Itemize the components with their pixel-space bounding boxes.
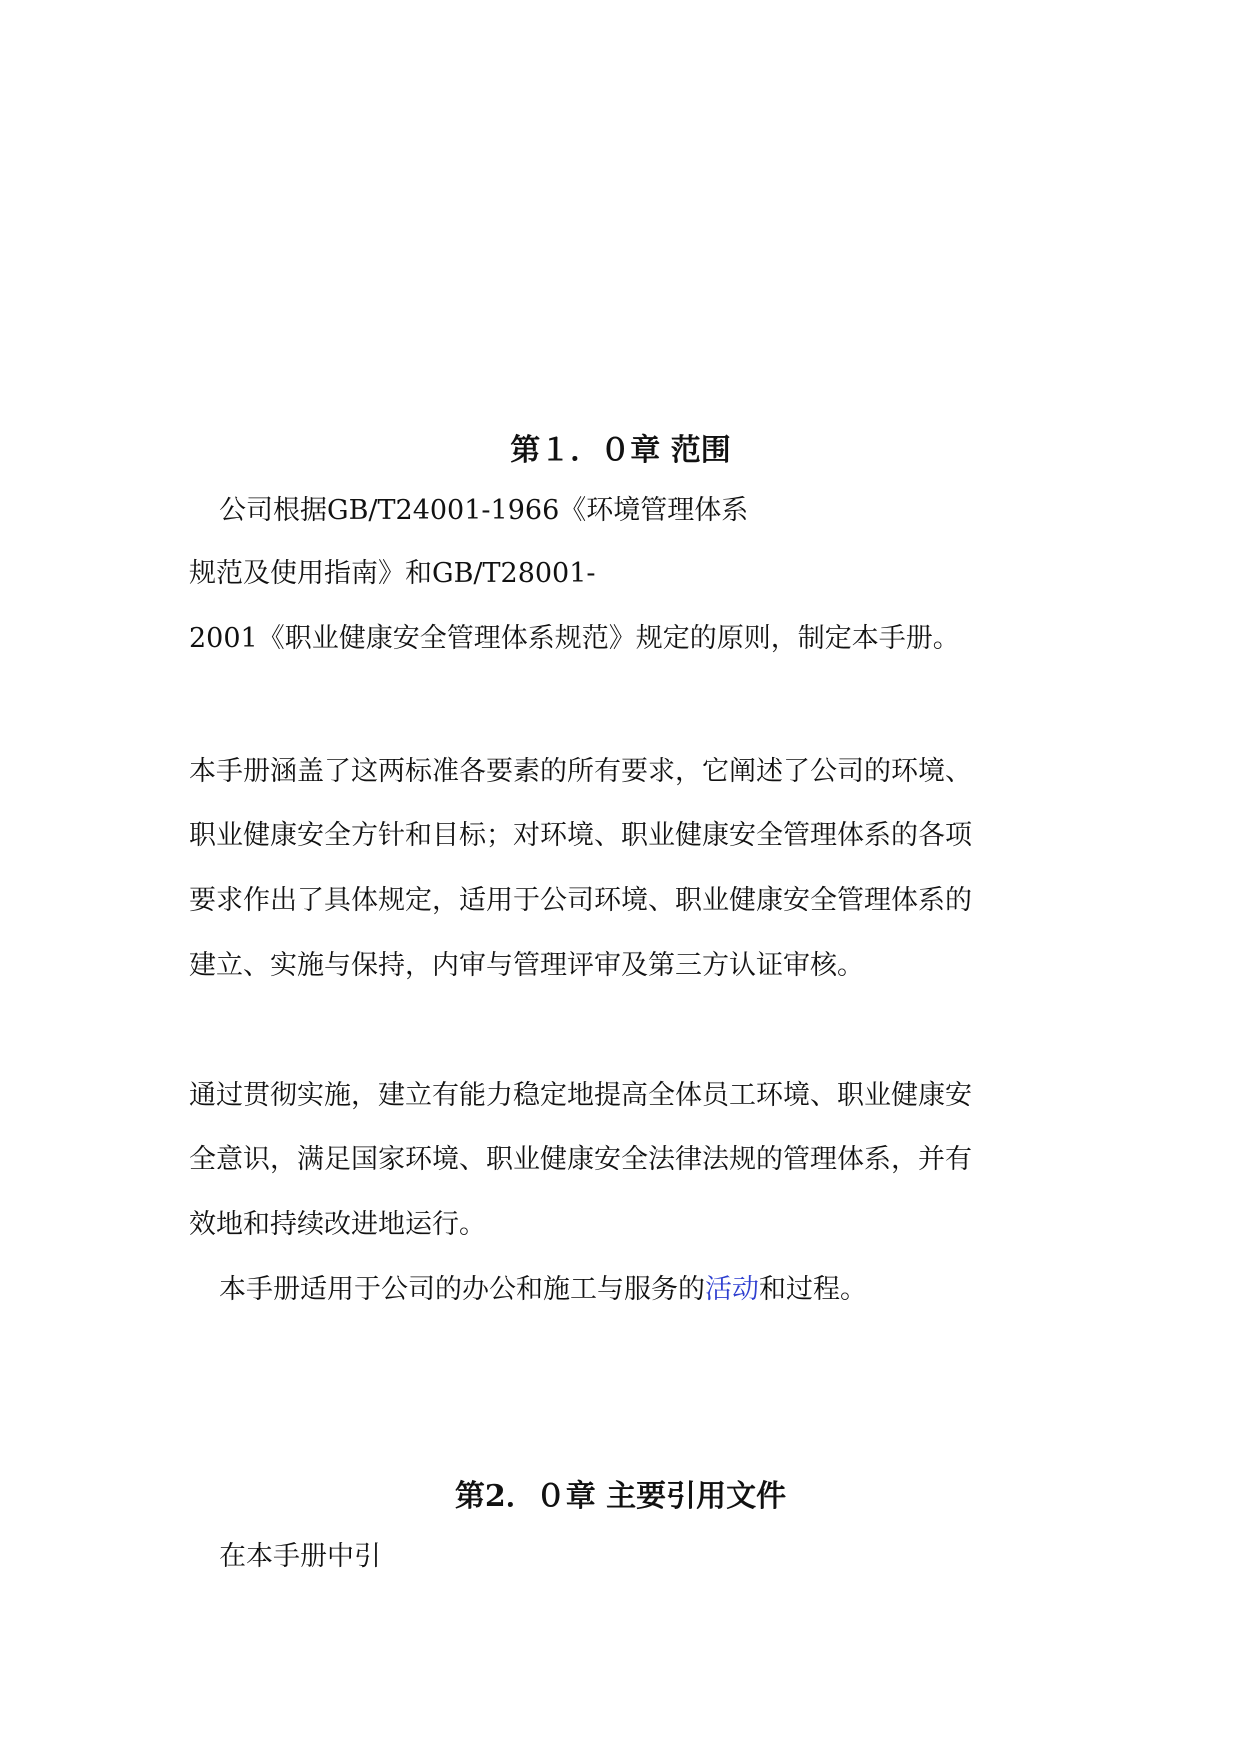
chapter-1-para-4 [219, 1273, 867, 1307]
activity-link[interactable]: 活动 [705, 1274, 759, 1305]
chapter-1-para-1-line-3: 2001《职业健康安全管理体系规范》规定的原则，制定本手册。 [189, 623, 960, 654]
chapter-2-heading: 第2．０章 主要引用文件 [454, 1479, 787, 1514]
chapter-1-para-2-line-2: 职业健康安全方针和目标；对环境、职业健康安全管理体系的各项 [189, 820, 972, 851]
chapter-1-para-3-line-2: 全意识，满足国家环境、职业健康安全法律法规的管理体系，并有 [189, 1144, 972, 1175]
chapter-2-para-1: 在本手册中引 [219, 1541, 381, 1572]
chapter-1-para-2-line-1: 本手册涵盖了这两标准各要素的所有要求，它阐述了公司的环境、 [189, 756, 972, 787]
chapter-1-heading: 第１．０章 范围 [510, 433, 731, 468]
chapter-1-para-2-line-3: 要求作出了具体规定，适用于公司环境、职业健康安全管理体系的 [189, 885, 972, 916]
para-4-text-before: 本手册适用于公司的办公和施工与服务的 [219, 1274, 705, 1305]
chapter-1-para-1-line-2: 规范及使用指南》和GB/T28001- [189, 558, 596, 589]
chapter-1-para-1-line-1: 公司根据GB/T24001-1966《环境管理体系 [219, 495, 749, 526]
chapter-1-para-3-line-1: 通过贯彻实施，建立有能力稳定地提高全体员工环境、职业健康安 [189, 1080, 972, 1111]
chapter-1-para-2-line-4: 建立、实施与保持，内审与管理评审及第三方认证审核。 [189, 950, 864, 981]
para-4-text-after: 和过程。 [759, 1274, 867, 1305]
chapter-1-para-3-line-3: 效地和持续改进地运行。 [189, 1209, 486, 1240]
